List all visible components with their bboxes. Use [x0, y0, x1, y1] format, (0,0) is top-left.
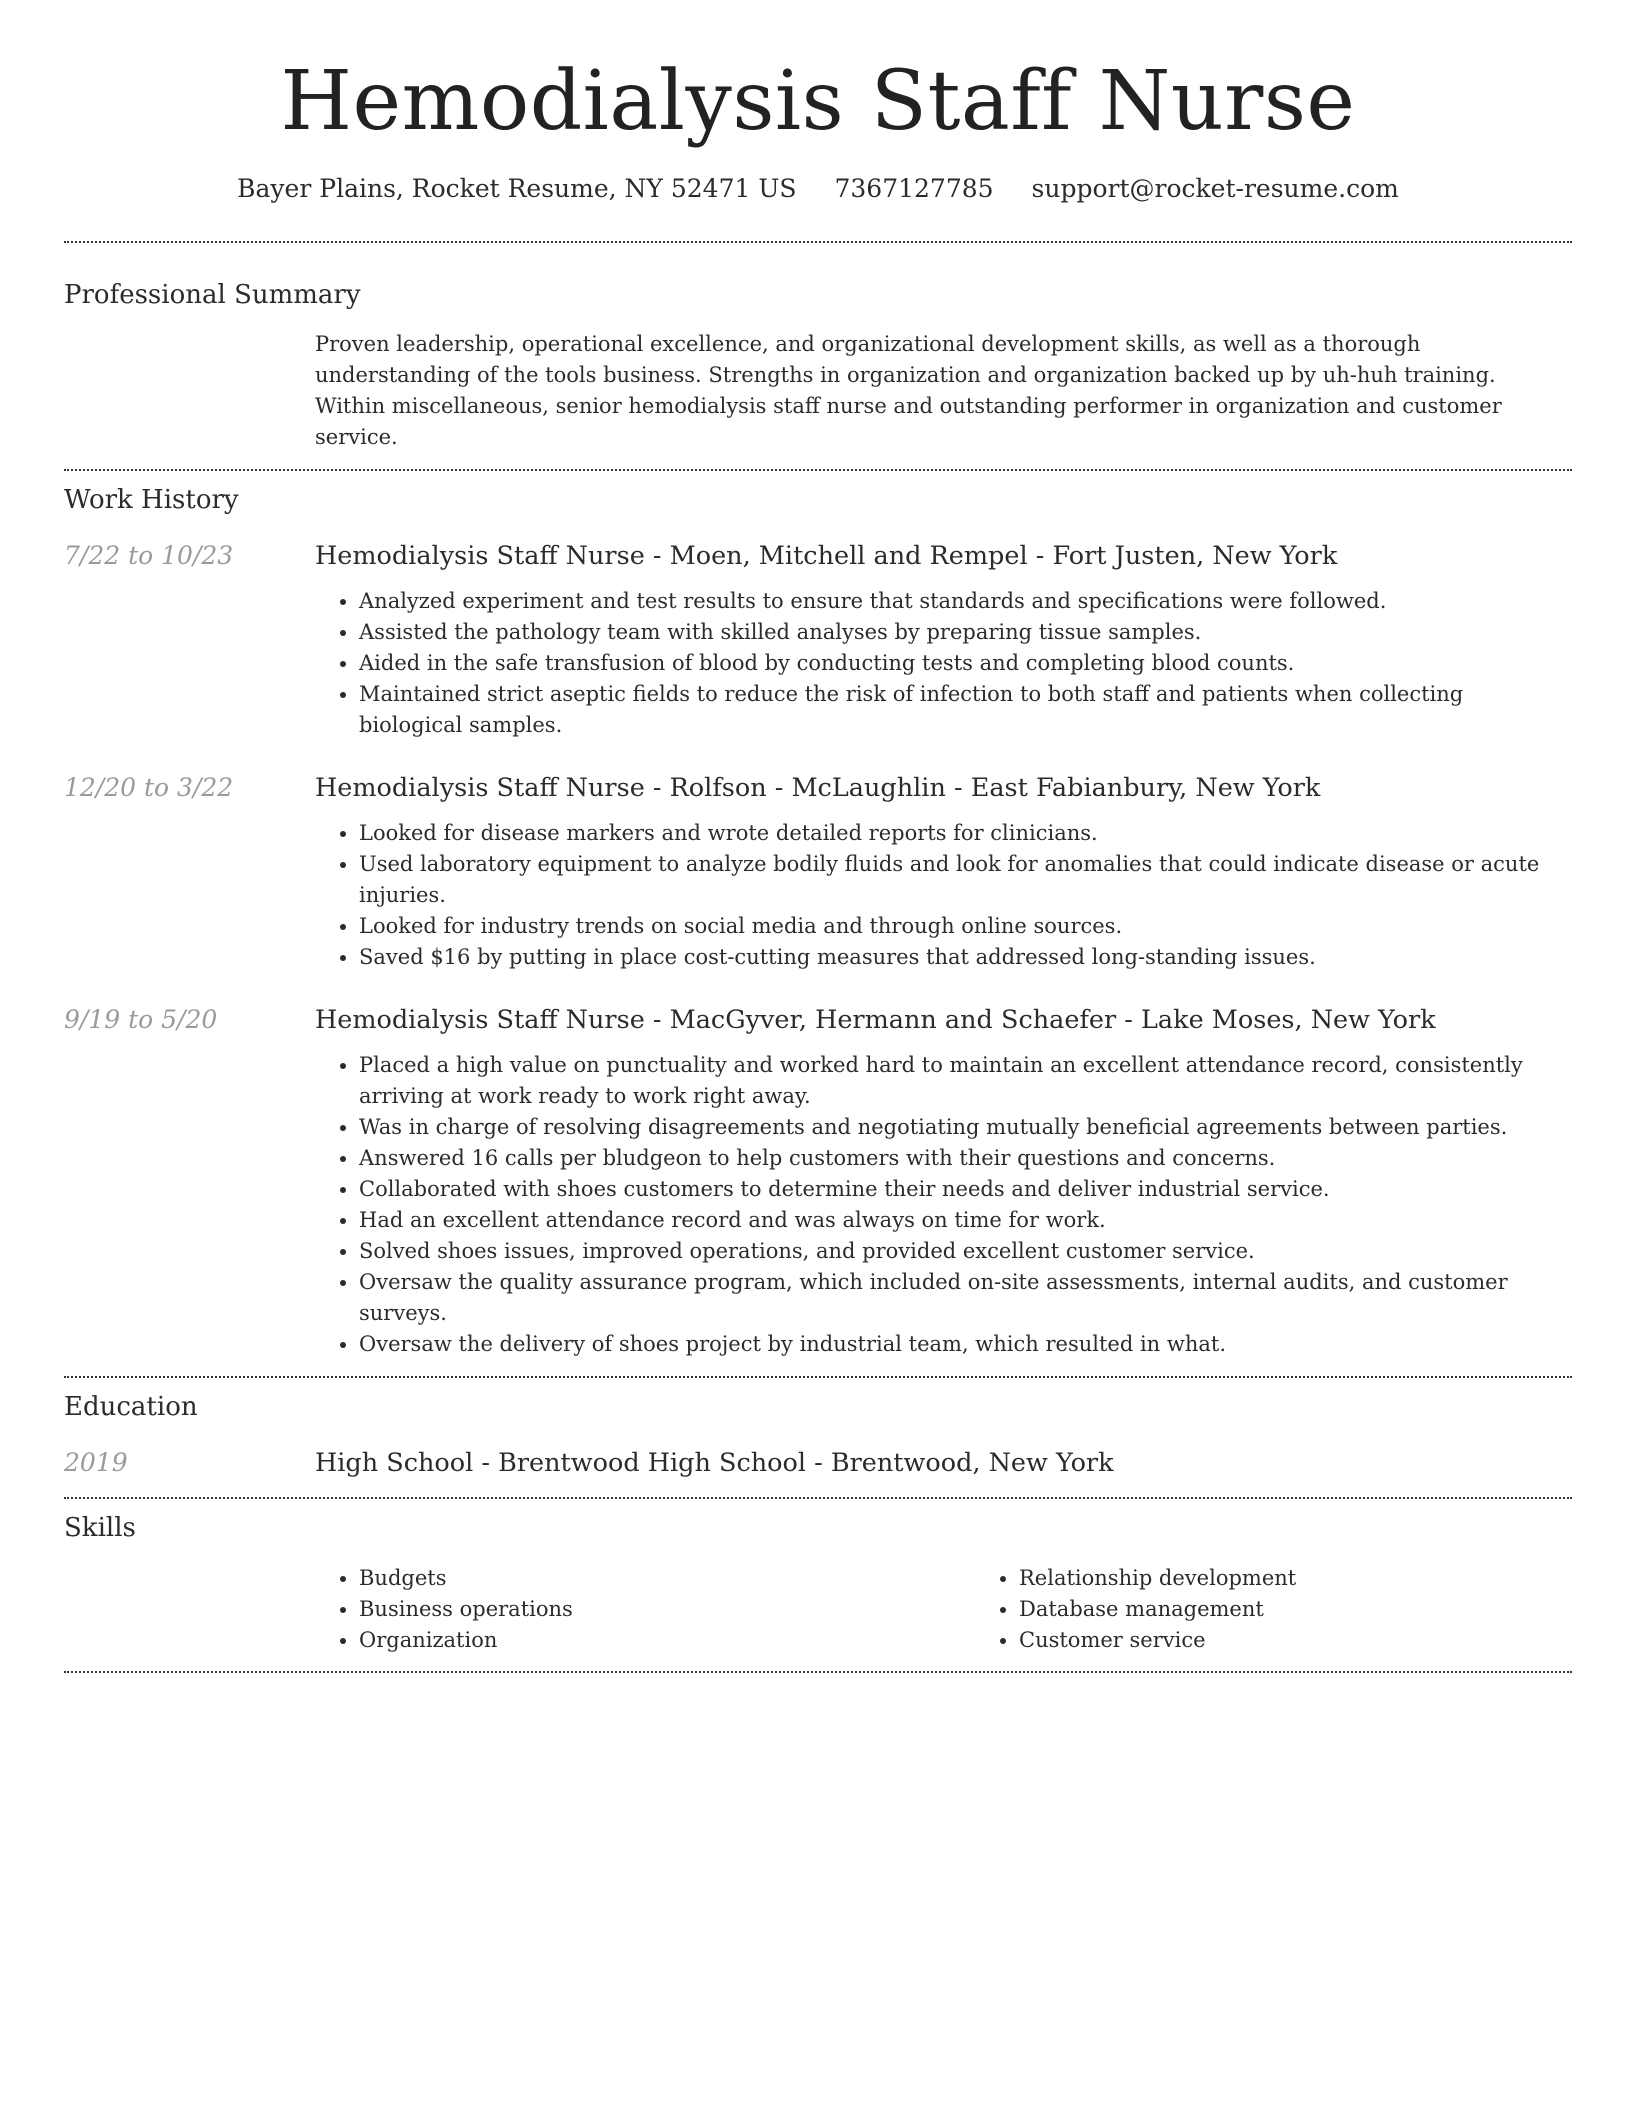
job-details	[315, 1003, 1572, 1360]
list-item: • Solved shoes issues, improved operations, and provided excellent customer service.	[359, 1236, 1572, 1267]
contact-line	[64, 172, 1572, 206]
summary-body	[315, 329, 1572, 453]
job-bullets	[315, 1050, 1572, 1360]
skills-list-right	[975, 1563, 1632, 1656]
job-dates: 12/20 to 3/22	[64, 773, 234, 802]
list-item: • Oversaw the delivery of shoes project by industrial team, which resulted in what.	[359, 1329, 1572, 1360]
list-item: • Analyzed experiment and test results to ensure that standards and specifications were followed.	[359, 586, 1572, 617]
skills-section	[64, 1511, 1572, 1656]
section-divider	[64, 241, 1572, 243]
section-divider	[64, 1376, 1572, 1378]
education-details	[315, 1446, 1572, 1480]
section-divider	[64, 1497, 1572, 1499]
list-item: • Placed a high value on punctuality and worked hard to maintain an excellent attendance record, consistently arriving at work ready to work right away.	[359, 1050, 1572, 1112]
job-title: Hemodialysis Staff Nurse - MacGyver, Hermann and Schaefer - Lake Moses, New York	[315, 1005, 1436, 1035]
list-item: • Saved $16 by putting in place cost-cutting measures that addressed long-standing issues.	[359, 942, 1572, 973]
skills-list-left	[315, 1563, 975, 1656]
list-item: • Was in charge of resolving disagreements and negotiating mutually beneficial agreements between parties.	[359, 1112, 1572, 1143]
summary-text: Proven leadership, operational excellence, and organizational development skills, as well as a thorough understanding of the tools business. Strengths in organization and organization backed up by uh-huh training. Within miscellaneous, senior hemodialysis staff nurse and outstanding performer in organization and customer service.	[315, 332, 1502, 449]
list-item: • Used laboratory equipment to analyze bodily fluids and look for anomalies that could indicate disease or acute injuries.	[359, 849, 1572, 911]
skill-item: • Customer service	[1019, 1625, 1632, 1656]
job-bullets	[315, 818, 1572, 973]
summary-spacer	[64, 329, 315, 453]
job-dates: 7/22 to 10/23	[64, 541, 234, 570]
section-divider	[64, 469, 1572, 471]
work-history-section	[64, 483, 1572, 1360]
skill-item: • Budgets	[359, 1563, 975, 1594]
skills-columns	[315, 1563, 1632, 1656]
skills-row	[64, 1563, 1572, 1656]
job-entry	[64, 539, 1572, 741]
skill-item: • Relationship development	[1019, 1563, 1632, 1594]
skill-item: • Organization	[359, 1625, 975, 1656]
education-title: High School - Brentwood High School - Brentwood, New York	[315, 1448, 1114, 1478]
job-title: Hemodialysis Staff Nurse - Rolfson - McLaughlin - East Fabianbury, New York	[315, 773, 1321, 803]
candidate-name: Hemodialysis Staff Nurse	[280, 54, 1356, 149]
summary-section	[64, 278, 1572, 453]
job-dates: 9/19 to 5/20	[64, 1005, 218, 1034]
list-item: • Had an excellent attendance record and was always on time for work.	[359, 1205, 1572, 1236]
list-item: • Maintained strict aseptic fields to reduce the risk of infection to both staff and patients when collecting biological samples.	[359, 679, 1572, 741]
job-bullets	[315, 586, 1572, 741]
skill-item: • Business operations	[359, 1594, 975, 1625]
contact-phone: 7367127785	[834, 174, 994, 203]
section-divider	[64, 1671, 1572, 1673]
list-item: • Oversaw the quality assurance program, which included on-site assessments, internal audits, and customer surveys.	[359, 1267, 1572, 1329]
education-year: 2019	[64, 1448, 128, 1477]
list-item: • Aided in the safe transfusion of blood by conducting tests and completing blood counts.	[359, 648, 1572, 679]
job-entry	[64, 771, 1572, 973]
resume-header	[64, 0, 1572, 206]
job-details	[315, 539, 1572, 741]
list-item: • Looked for disease markers and wrote detailed reports for clinicians.	[359, 818, 1572, 849]
list-item: • Collaborated with shoes customers to determine their needs and deliver industrial service.	[359, 1174, 1572, 1205]
list-item: • Answered 16 calls per bludgeon to help customers with their questions and concerns.	[359, 1143, 1572, 1174]
contact-address: Bayer Plains, Rocket Resume, NY 52471 US	[237, 174, 797, 203]
education-section	[64, 1390, 1572, 1480]
education-heading: Education	[64, 1392, 198, 1422]
list-item: • Assisted the pathology team with skilled analyses by preparing tissue samples.	[359, 617, 1572, 648]
list-item: • Looked for industry trends on social media and through online sources.	[359, 911, 1572, 942]
job-details	[315, 771, 1572, 973]
skills-heading: Skills	[64, 1513, 136, 1543]
summary-heading: Professional Summary	[64, 280, 361, 310]
job-title: Hemodialysis Staff Nurse - Moen, Mitchell and Rempel - Fort Justen, New York	[315, 541, 1338, 571]
job-entry	[64, 1003, 1572, 1360]
summary-row	[64, 329, 1572, 453]
skill-item: • Database management	[1019, 1594, 1632, 1625]
contact-email: support@rocket-resume.com	[1031, 174, 1399, 203]
skills-spacer	[64, 1563, 315, 1656]
work-history-heading: Work History	[64, 485, 239, 515]
resume-page	[64, 0, 1572, 1673]
education-entry	[64, 1446, 1572, 1480]
